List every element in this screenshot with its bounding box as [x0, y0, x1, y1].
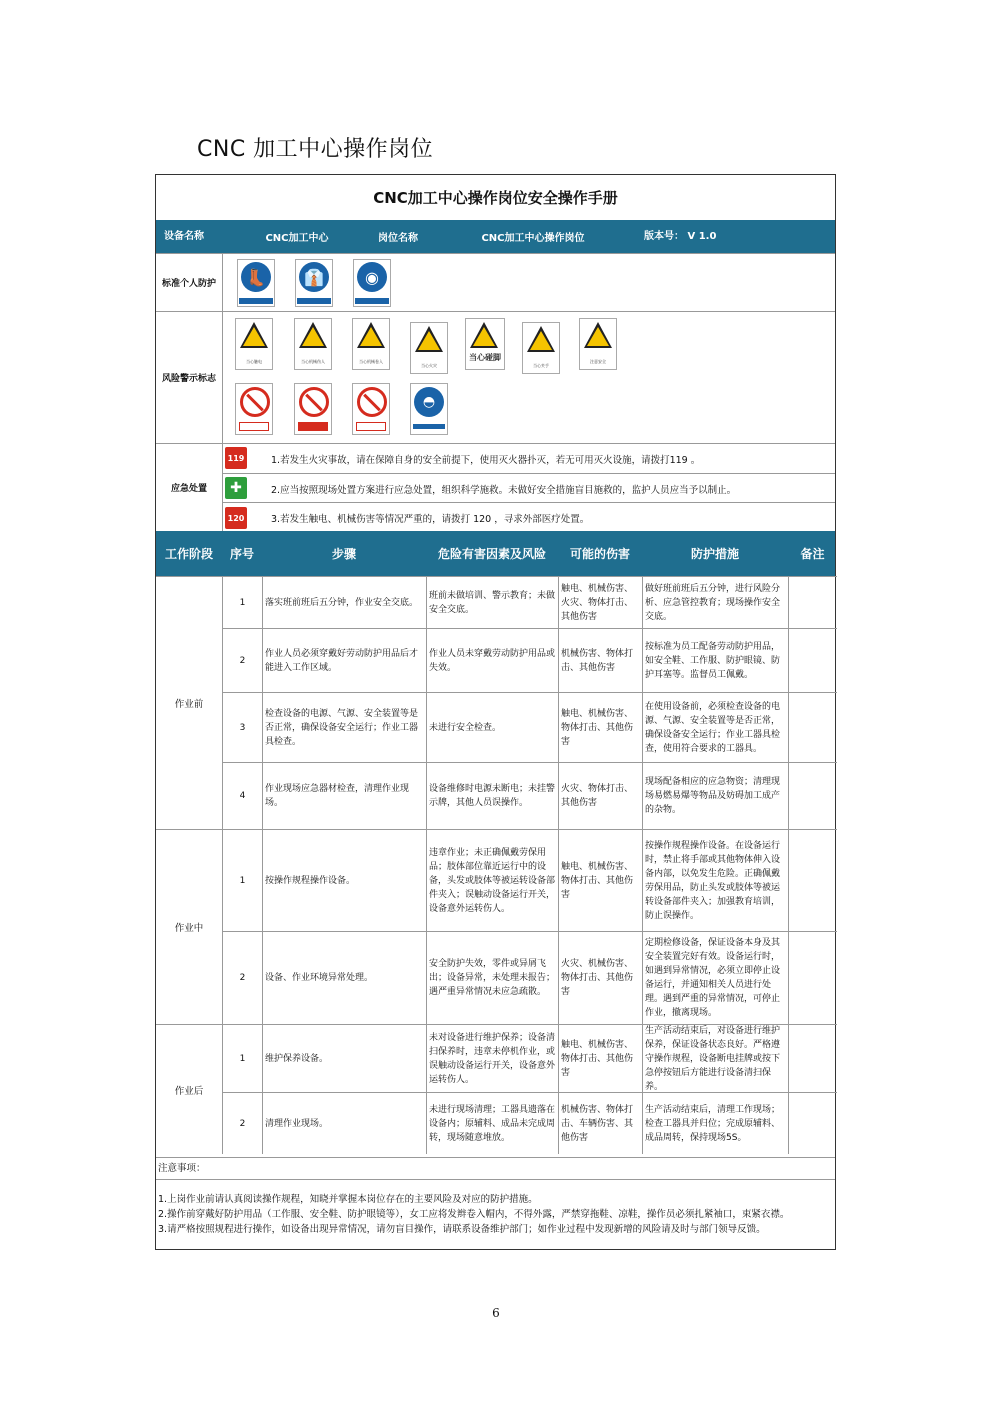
- cell-step: 作业现场应急器材检查，清理作业现场。: [262, 763, 426, 829]
- cell-remark: [788, 1025, 837, 1092]
- table-row: [222, 829, 837, 931]
- cell-remark: [788, 830, 837, 931]
- cell-remark: [788, 763, 837, 829]
- caution-warning-icon: 注意安全: [579, 318, 617, 370]
- emergency-label: 应急处置: [170, 484, 207, 494]
- page-heading: CNC 加工中心操作岗位: [197, 137, 434, 162]
- electric-shock-warning-icon: 当心触电: [235, 318, 273, 370]
- phone-120-icon: 120: [225, 507, 247, 529]
- slip-warning-icon: 当心碰脚: [465, 318, 505, 370]
- manual-title: CNC加工中心操作岗位安全操作手册: [373, 189, 618, 207]
- cell-no: 3: [222, 693, 262, 762]
- ppe-row: [156, 253, 835, 311]
- no-gloves-icon: [294, 383, 332, 435]
- cell-harm: 火灾、机械伤害、物体打击、其他伤害: [558, 932, 642, 1024]
- mechanical-injury-warning-icon: 当心机械伤人: [294, 318, 332, 370]
- cell-no: 2: [222, 629, 262, 692]
- cell-step: 落实班前班后五分钟，作业安全交底。: [262, 577, 426, 628]
- cell-hazard: 安全防护失效，零件或异屑飞出；设备异常，未处理未报告；遇严重异常情况未应急疏散。: [426, 932, 558, 1024]
- risk-row: [156, 311, 835, 443]
- note-item: 3.请严格按照规程进行操作，如设备出现异常情况，请勿盲目操作，请联系设备维护部门；如作业过程中发现新增的风险请及时与部门领导反馈。: [158, 1224, 766, 1235]
- table-row: [222, 762, 837, 829]
- col-stage: 工作阶段: [164, 547, 213, 561]
- cell-hazard: 作业人员未穿戴劳动防护用品或失效。: [426, 629, 558, 692]
- cell-remark: [788, 629, 837, 692]
- col-step: 步骤: [331, 547, 356, 561]
- col-harm: 可能的伤害: [569, 547, 630, 561]
- cell-step: 维护保养设备。: [262, 1025, 426, 1092]
- first-aid-icon: ✚: [225, 477, 247, 499]
- work-clothes-icon: 👔: [295, 259, 333, 307]
- emergency-items: [222, 444, 835, 531]
- cell-hazard: 设备维修时电源未断电；未挂警示牌，其他人员误操作。: [426, 763, 558, 829]
- cell-step: 按操作规程操作设备。: [262, 830, 426, 931]
- table-row: [222, 1092, 837, 1154]
- cell-harm: 机械伤害、物体打击、车辆伤害、其他伤害: [558, 1093, 642, 1154]
- note-item: 1.上岗作业前请认真阅读操作规程，知晓并掌握本岗位存在的主要风险及对应的防护措施。: [158, 1194, 538, 1205]
- stage-cell: 作业中: [156, 829, 222, 1024]
- safety-shoe-icon: 👢: [237, 259, 275, 307]
- cell-hazard: 未进行现场清理；工器具遗落在设备内；原辅料、成品未完成周转，现场随意堆放。: [426, 1093, 558, 1154]
- col-no: 序号: [229, 547, 254, 561]
- cell-remark: [788, 577, 837, 628]
- cell-hazard: 班前未做培训、警示教育；未做安全交底。: [426, 577, 558, 628]
- risk-icons: [222, 312, 835, 443]
- cell-harm: 触电、机械伤害、物体打击、其他伤害: [558, 693, 642, 762]
- stage-cell: 作业前: [156, 576, 222, 829]
- col-measure: 防护措施: [690, 547, 739, 561]
- emergency-text: 3.若发生触电、机械伤害等情况严重的，请拨打 120 ，寻求外部医疗处置。: [271, 514, 590, 525]
- cell-measure: 生产活动结束后，清理工作现场；检查工器具并归位；完成原辅料、成品周转，保持现场5S。: [642, 1093, 788, 1154]
- emergency-text: 1.若发生火灾事故，请在保障自身的安全前提下，使用灭火器扑灭，若无可用灭火设施，请拨打119 。: [271, 454, 701, 466]
- info-band: [156, 220, 835, 253]
- page-number: 6: [492, 1306, 500, 1320]
- notes-list: [156, 1179, 835, 1251]
- cell-no: 2: [222, 1093, 262, 1154]
- emergency-row: [156, 443, 835, 531]
- phone-119-icon: 119: [225, 447, 247, 469]
- fire-warning-icon: 当心火灾: [410, 322, 448, 374]
- cell-step: 设备、作业环境异常处理。: [262, 932, 426, 1024]
- cell-measure: 在使用设备前，必须检查设备的电源、气源、安全装置等是否正常，确保设备安全运行；作业工器具检查，使用符合要求的工器具。: [642, 693, 788, 762]
- ppe-label: 标准个人防护: [161, 279, 216, 289]
- cell-remark: [788, 932, 837, 1024]
- goggles-icon: ◉: [353, 259, 391, 307]
- risk-label: 风险警示标志: [161, 374, 216, 384]
- cell-no: 1: [222, 577, 262, 628]
- cell-harm: 机械伤害、物体打击、其他伤害: [558, 629, 642, 692]
- safety-manual-table: [155, 174, 836, 1250]
- notes-label: 注意事项：: [156, 1157, 835, 1179]
- col-hazard: 危险有害因素及风险: [437, 547, 546, 561]
- equipment-label: 设备名称: [164, 230, 204, 242]
- cell-no: 1: [222, 1025, 262, 1092]
- version: 版本号： V 1.0: [644, 230, 717, 242]
- cell-step: 清理作业现场。: [262, 1093, 426, 1154]
- cell-measure: 做好班前班后五分钟，进行风险分析、应急管控教育；现场操作安全交底。: [642, 577, 788, 628]
- cell-harm: 触电、机械伤害、物体打击、其他伤害: [558, 1025, 642, 1092]
- table-row: [222, 1024, 837, 1092]
- cell-measure: 按操作规程操作设备。在设备运行时，禁止将手部或其他物体伸入设备内部，以免发生危险。正确佩戴劳保用品，防止头发或肢体等被运转设备部件夹入；加强教育培训，防止误操作。: [642, 830, 788, 931]
- ppe-icons: [222, 254, 835, 311]
- cell-hazard: 违章作业；未正确佩戴劳保用品；肢体部位靠近运行中的设备，头发或肢体等被运转设备部件夹入；误触动设备运行开关，设备意外运转伤人。: [426, 830, 558, 931]
- wear-mask-mandatory-icon: ◓: [410, 383, 448, 435]
- cell-harm: 火灾、物体打击、其他伤害: [558, 763, 642, 829]
- emergency-item: [223, 473, 835, 503]
- post-value: CNC加工中心操作岗位: [481, 233, 585, 244]
- no-fire-icon: [235, 383, 273, 435]
- cell-step: 作业人员必须穿戴好劳动防护用品后才能进入工作区域。: [262, 629, 426, 692]
- emergency-text: 2.应当按照现场处置方案进行应急处置，组织科学施救。未做好安全措施盲目施救的，监护人员应当予以制止。: [271, 484, 737, 496]
- col-remark: 备注: [800, 547, 825, 561]
- no-touch-icon: [352, 383, 390, 435]
- table-row: [222, 576, 837, 628]
- cell-harm: 触电、机械伤害、物体打击、其他伤害: [558, 830, 642, 931]
- cell-no: 2: [222, 932, 262, 1024]
- crush-warning-icon: 当心夹手: [522, 322, 560, 374]
- cell-measure: 现场配备相应的应急物资；清理现场易燃易爆等物品及妨碍加工成产的杂物。: [642, 763, 788, 829]
- mechanical-entanglement-warning-icon: 当心机械卷入: [352, 318, 390, 370]
- cell-measure: 定期检修设备，保证设备本身及其安全装置完好有效。设备运行时，如遇到异常情况，必须立即停止设备运行，并通知相关人员进行处理。遇到严重的异常情况，可停止作业，撤离现场。: [642, 932, 788, 1024]
- note-item: 2.操作前穿戴好防护用品（工作服、安全鞋、防护眼镜等），女工应将发辫卷入帽内，不得外露，严禁穿拖鞋、凉鞋，操作员必须扎紧袖口，束紧衣襟。: [158, 1209, 790, 1220]
- cell-step: 检查设备的电源、气源、安全装置等是否正常，确保设备安全运行；作业工器具检查。: [262, 693, 426, 762]
- cell-remark: [788, 693, 837, 762]
- table-row: [222, 692, 837, 762]
- table-row: [222, 628, 837, 692]
- equipment-value: CNC加工中心: [265, 233, 329, 244]
- emergency-item: [223, 444, 835, 473]
- cell-hazard: 未进行安全检查。: [426, 693, 558, 762]
- cell-measure: 生产活动结束后，对设备进行维护保养，保证设备状态良好。严格遵守操作规程，设备断电挂牌或按下急停按钮后方能进行设备清扫保养。: [642, 1025, 788, 1092]
- cell-measure: 按标准为员工配备劳动防护用品，如安全鞋、工作服、防护眼镜、防护耳塞等。监督员工佩戴。: [642, 629, 788, 692]
- cell-hazard: 未对设备进行维护保养；设备清扫保养时，违章未停机作业，或误触动设备运行开关，设备意外运转伤人。: [426, 1025, 558, 1092]
- cell-no: 1: [222, 830, 262, 931]
- cell-remark: [788, 1093, 837, 1154]
- post-label: 岗位名称: [378, 233, 418, 244]
- stage-cell: 作业后: [156, 1024, 222, 1154]
- table-row: [222, 931, 837, 1024]
- cell-harm: 触电、机械伤害、火灾、物体打击、其他伤害: [558, 577, 642, 628]
- cell-no: 4: [222, 763, 262, 829]
- column-header-row: [156, 531, 835, 576]
- emergency-item: [223, 502, 835, 531]
